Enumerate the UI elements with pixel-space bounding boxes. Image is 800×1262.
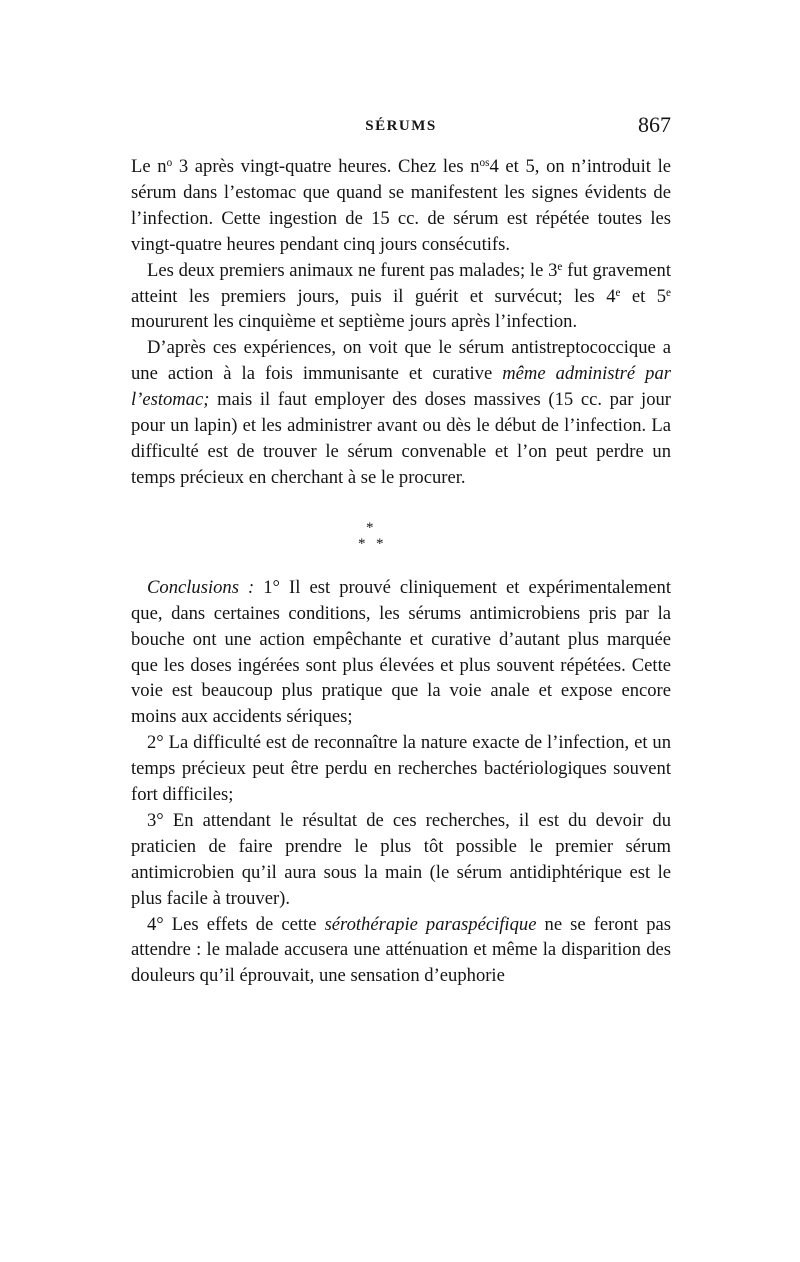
text-run: 2° La difficulté est de reconnaître la nature exacte de l’infection, et un temps précieux peut être perdu en recherches bactériologiques souvent fort difficiles; — [131, 732, 671, 806]
running-head — [131, 112, 671, 142]
superscript: e — [557, 260, 563, 273]
text-run: D’après ces expériences, on voit que le sérum antistreptococcique a une action à la fois immunisante et curative — [131, 337, 671, 385]
running-head-title: SÉRUMS — [365, 118, 437, 134]
text-run: ne se feront pas attendre : le malade accusera une atténuation et même la disparition des douleurs qu’il éprouvait, une sensation d’euphorie — [131, 913, 671, 987]
text-run: Les deux premiers animaux ne furent pas malades; le 3 — [147, 259, 558, 281]
text-run: moururent les cinquième et septième jours après l’infection. — [131, 311, 578, 333]
paragraph-results — [131, 258, 671, 336]
body-text — [131, 154, 671, 989]
asterism-star: * — [366, 519, 374, 536]
section-separator — [131, 497, 671, 575]
paragraph-continuation — [131, 154, 671, 258]
italic-phrase: même administré par l’estomac; — [131, 363, 671, 411]
paragraph-experiments — [131, 335, 671, 490]
superscript: o — [166, 156, 173, 169]
text-run: et 5 — [620, 285, 667, 307]
superscript: os — [479, 156, 490, 169]
asterism-star: * — [358, 535, 366, 552]
text-run: 4° Les effets de cette — [147, 913, 325, 935]
superscript: e — [666, 286, 671, 299]
text-run: 4 et 5, on n’introduit le sérum dans l’estomac que quand se manifestent les signes évidents de l’infection. Cette ingestion de 15 cc. de sérum est répétée toutes les vingt-quatre heures pendant cinq jours consécutifs. — [131, 156, 671, 255]
paragraph-conclusions — [131, 575, 671, 730]
text-run: fut gravement atteint les premiers jours, puis il guérit et survécut; les 4 — [131, 259, 671, 307]
text-run: 3° En attendant le résultat de ces recherches, il est du devoir du praticien de faire prendre le plus tôt possible le premier sérum antimicrobien qu’il aura sous la main (le sérum antidiphtérique est le plus facile à trouver). — [131, 809, 671, 909]
asterism-star: * — [376, 535, 384, 552]
text-run: 3 après vingt-quatre heures. Chez les n — [172, 156, 480, 177]
italic-phrase: sérothérapie paraspécifique — [324, 913, 537, 935]
page-number: 867 — [638, 112, 671, 137]
superscript: e — [615, 286, 621, 299]
text-run: Le n — [131, 156, 167, 177]
text-run: 1° Il est prouvé cliniquement et expérimentalement que, dans certaines conditions, les sérums antimicrobiens pris par la bouche ont une action empêchante et curative d’autant plus marquée que les doses ingérées sont plus élevées et plus souvent répétées. Cette voie est beaucoup plus pratique que la voie anale et expose encore moins aux accidents sériques; — [131, 576, 671, 728]
conclusions-label: Conclusions : — [147, 576, 255, 598]
paragraph-point-4 — [131, 912, 671, 990]
paragraph-point-3 — [131, 808, 671, 912]
text-run: mais il faut employer des doses massives (15 cc. par jour pour un lapin) et les administrer avant ou dès le début de l’infection. La difficulté est de trouver le sérum convenable et l’on peut perdre un temps précieux en cherchant à se le procurer. — [131, 389, 671, 488]
paragraph-point-2 — [131, 730, 671, 808]
